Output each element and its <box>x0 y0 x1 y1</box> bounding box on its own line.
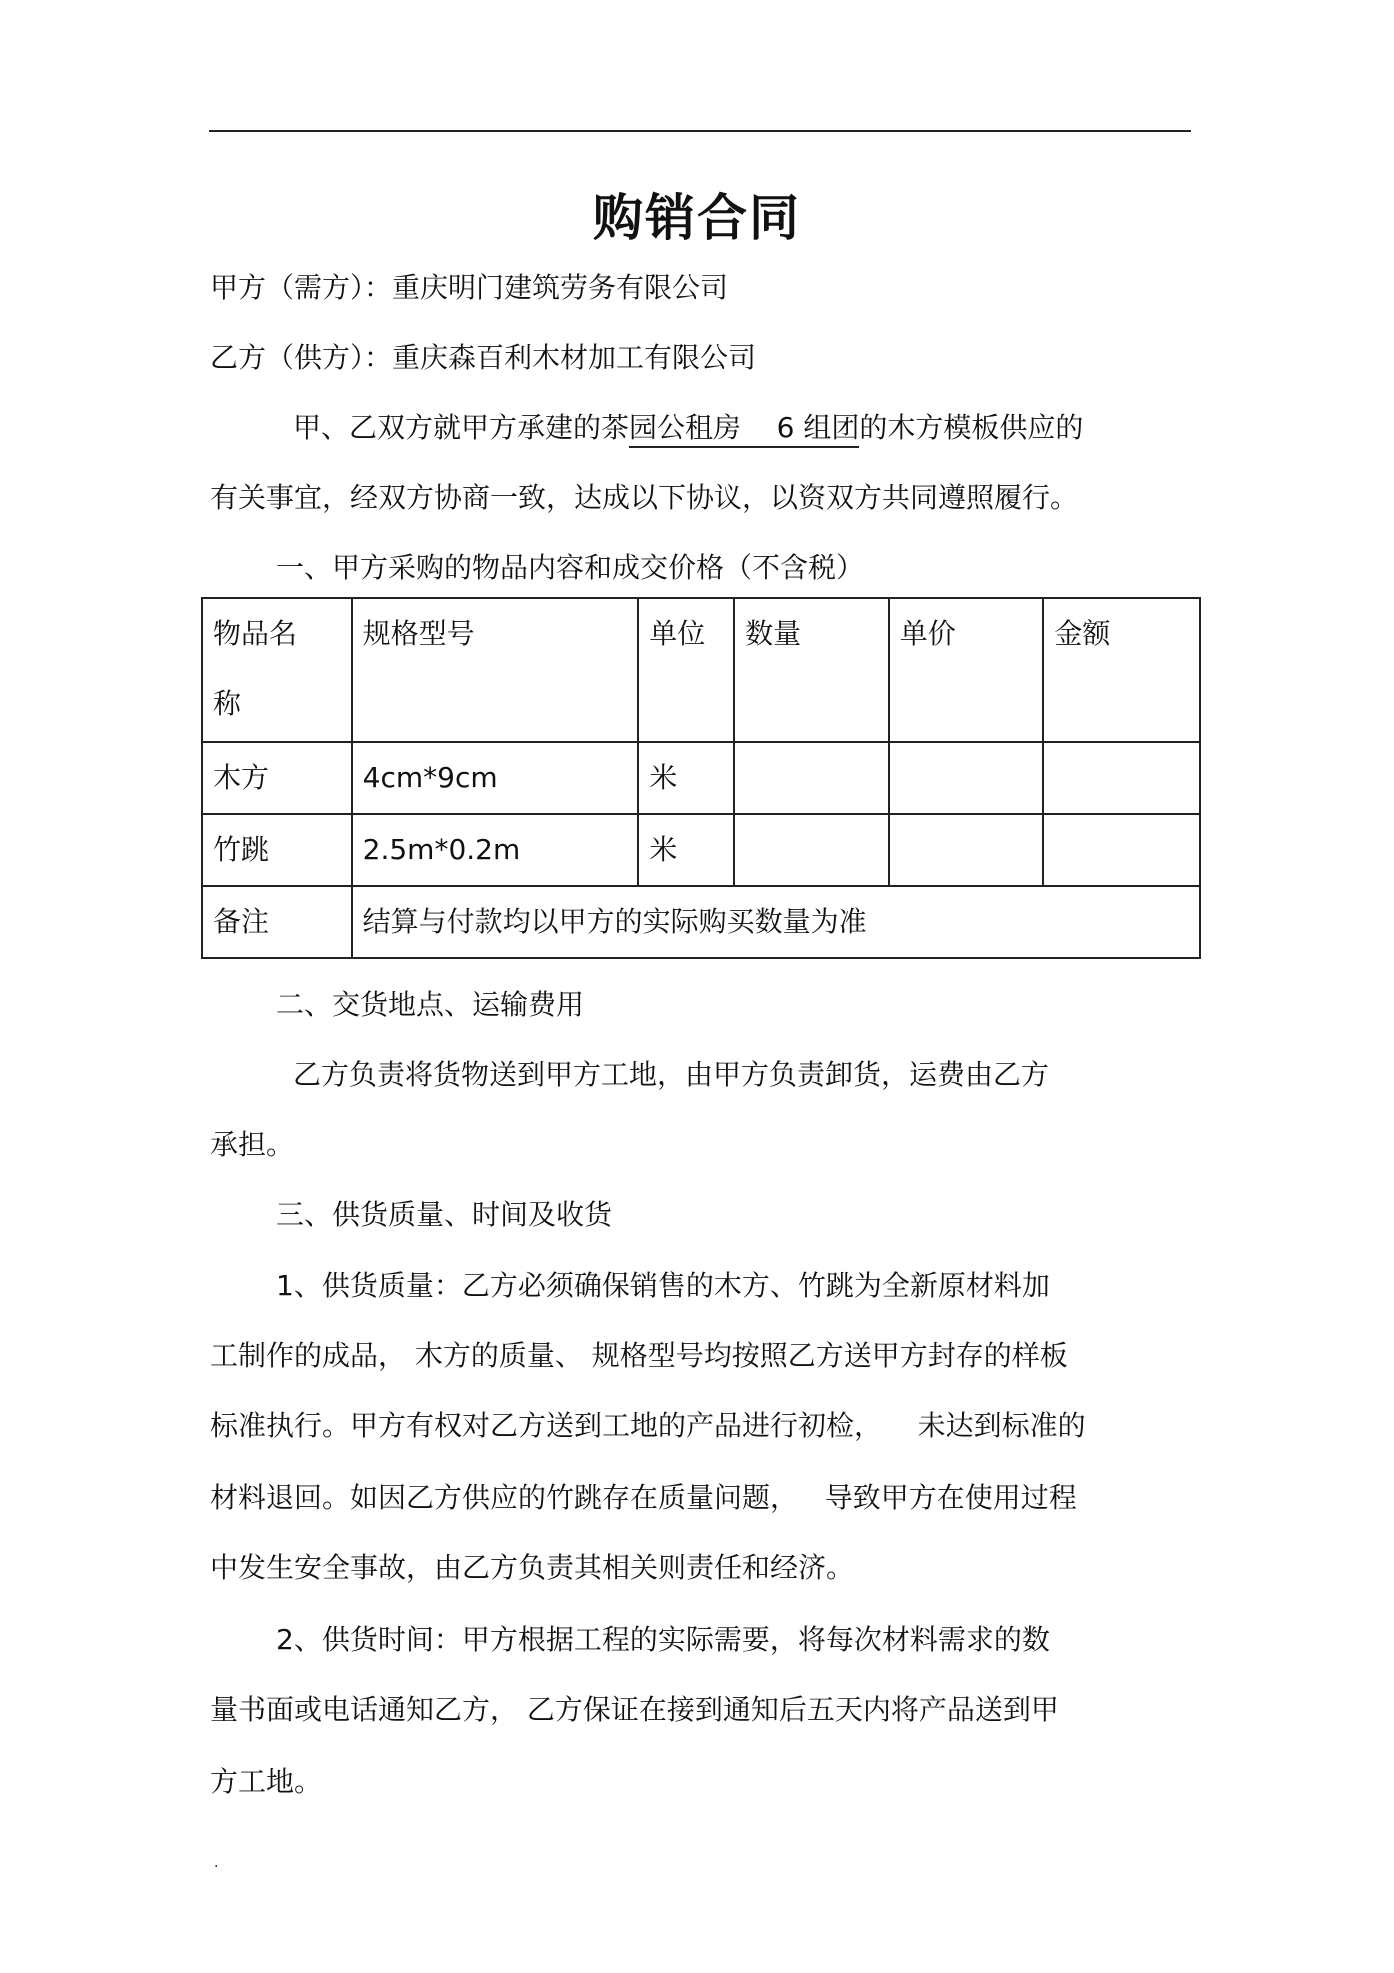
section-2-line-1: 乙方负责将货物送到甲方工地，由甲方负责卸货，运费由乙方 <box>293 1058 1050 1091</box>
goods-table <box>201 597 1201 959</box>
table-cell: 米 <box>638 742 734 814</box>
table-row <box>202 814 1200 886</box>
section-2-line-2: 承担。 <box>210 1128 295 1161</box>
section-3-heading: 三、供货质量、时间及收货 <box>276 1198 613 1231</box>
quality-line-1: 1、供货质量：乙方必须确保销售的木方、竹跳为全新原材料加 <box>276 1269 1050 1302</box>
table-cell <box>734 814 889 886</box>
party-b: 乙方（供方）：重庆森百利木材加工有限公司 <box>210 341 757 374</box>
note-text-cell: 结算与付款均以甲方的实际购买数量为准 <box>352 886 1200 958</box>
time-line-3: 方工地。 <box>210 1765 323 1798</box>
table-cell: 木方 <box>202 742 352 814</box>
header-cell: 单价 <box>889 598 1044 742</box>
header-cell: 数量 <box>734 598 889 742</box>
header-cell: 金额 <box>1043 598 1200 742</box>
table-cell <box>1043 742 1200 814</box>
table-row <box>202 742 1200 814</box>
intro-suffix: 的木方模板供应的 <box>859 411 1084 444</box>
time-line-1: 2、供货时间：甲方根据工程的实际需要，将每次材料需求的数 <box>276 1623 1050 1656</box>
intro-prefix: 甲、乙双方就甲方承建的茶 <box>293 411 630 444</box>
section-2-heading: 二、交货地点、运输费用 <box>276 988 585 1021</box>
footer-mark: . <box>214 1855 219 1871</box>
header-cell: 单位 <box>638 598 734 742</box>
table-cell <box>889 742 1044 814</box>
project-name-underlined: 园公租房 6 组团 <box>629 411 859 448</box>
quality-line-3: 标准执行。甲方有权对乙方送到工地的产品进行初检， 未达到标准的 <box>210 1409 1086 1442</box>
section-1-heading: 一、甲方采购的物品内容和成交价格（不含税） <box>276 551 865 584</box>
contract-title: 购销合同 <box>593 189 801 247</box>
table-cell: 2.5m*0.2m <box>352 814 639 886</box>
table-cell: 竹跳 <box>202 814 352 886</box>
table-cell: 4cm*9cm <box>352 742 639 814</box>
table-note-row <box>202 886 1200 958</box>
party-a: 甲方（需方）：重庆明门建筑劳务有限公司 <box>210 271 729 304</box>
time-line-2: 量书面或电话通知乙方， 乙方保证在接到通知后五天内将产品送到甲 <box>210 1693 1059 1726</box>
intro-line-1 <box>293 408 1083 448</box>
table-cell <box>1043 814 1200 886</box>
table-cell <box>889 814 1044 886</box>
header-cell: 规格型号 <box>352 598 639 742</box>
header-rule <box>209 130 1191 132</box>
quality-line-2: 工制作的成品， 木方的质量、 规格型号均按照乙方送甲方封存的样板 <box>210 1339 1068 1372</box>
intro-line-2: 有关事宜，经双方协商一致，达成以下协议，以资双方共同遵照履行。 <box>210 481 1079 514</box>
note-label-cell: 备注 <box>202 886 352 958</box>
quality-line-4: 材料退回。如因乙方供应的竹跳存在质量问题， 导致甲方在使用过程 <box>210 1481 1077 1514</box>
table-cell <box>734 742 889 814</box>
table-header-row <box>202 598 1200 742</box>
table-cell: 米 <box>638 814 734 886</box>
header-cell: 物品名 称 <box>202 598 352 742</box>
quality-line-5: 中发生安全事故，由乙方负责其相关则责任和经济。 <box>210 1551 855 1584</box>
